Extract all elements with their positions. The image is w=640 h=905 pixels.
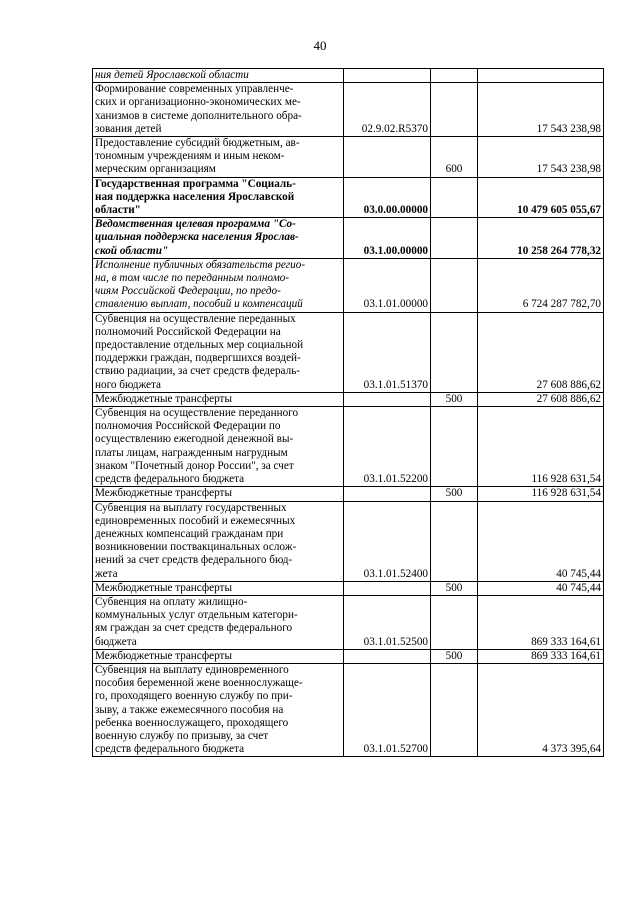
- row-name-text: Межбюджетные трансферты: [95, 649, 232, 662]
- row-name-cell: [93, 218, 344, 259]
- row-amount-cell: [478, 649, 604, 663]
- row-name-text: Межбюджетные трансферты: [95, 487, 232, 500]
- table-row: [93, 258, 604, 312]
- row-code-text: 03.1.01.52500: [363, 635, 428, 648]
- row-expense-type-cell: [431, 581, 478, 595]
- row-code-cell: [344, 649, 431, 663]
- row-expense-type-cell: [431, 487, 478, 501]
- row-code-text: 03.1.00.00000: [363, 244, 428, 257]
- row-amount-cell: [478, 487, 604, 501]
- row-expense-type-cell: [431, 83, 478, 137]
- budget-table: [92, 68, 604, 757]
- table-row: [93, 581, 604, 595]
- row-amount-cell: [478, 581, 604, 595]
- row-amount-cell: [478, 663, 604, 756]
- row-code-cell: [344, 581, 431, 595]
- row-name-text: Предоставление субсидий бюджетным, ав- тономным учреждениям и иным неком- мерческим организациям: [95, 137, 300, 176]
- row-name-cell: [93, 312, 344, 392]
- table-row: [93, 69, 604, 83]
- row-name-cell: [93, 177, 344, 218]
- row-amount-text: 6 724 287 782,70: [522, 298, 601, 311]
- row-code-text: 03.0.00.00000: [363, 204, 428, 217]
- row-amount-cell: [478, 501, 604, 581]
- row-amount-cell: [478, 312, 604, 392]
- row-name-text: Межбюджетные трансферты: [95, 581, 232, 594]
- row-expense-type-cell: [431, 218, 478, 259]
- row-code-cell: [344, 595, 431, 649]
- row-amount-text: 10 479 605 055,67: [517, 204, 601, 217]
- row-code-text: 03.1.01.00000: [363, 298, 428, 311]
- row-expense-type-cell: [431, 177, 478, 218]
- row-code-cell: [344, 312, 431, 392]
- row-expense-type-text: 600: [445, 163, 463, 176]
- row-code-cell: [344, 501, 431, 581]
- table-row: [93, 501, 604, 581]
- row-name-cell: [93, 595, 344, 649]
- row-amount-cell: [478, 258, 604, 312]
- row-amount-cell: [478, 83, 604, 137]
- row-name-text: Субвенция на оплату жилищно- коммунальных услуг отдельным категори- ям граждан за счет средств федерального бюджета: [95, 595, 298, 648]
- row-amount-text: 869 333 164,61: [531, 649, 601, 662]
- row-amount-cell: [478, 69, 604, 83]
- table-row: [93, 177, 604, 218]
- row-expense-type-cell: [431, 649, 478, 663]
- row-amount-text: 4 373 395,64: [542, 743, 601, 756]
- row-expense-type-cell: [431, 663, 478, 756]
- row-code-text: 02.9.02.R5370: [361, 122, 428, 135]
- row-expense-type-cell: [431, 595, 478, 649]
- row-name-text: Межбюджетные трансферты: [95, 392, 232, 405]
- row-amount-text: 17 543 238,98: [536, 163, 601, 176]
- table-row: [93, 595, 604, 649]
- row-name-cell: [93, 663, 344, 756]
- row-expense-type-cell: [431, 312, 478, 392]
- row-amount-text: 869 333 164,61: [531, 635, 601, 648]
- row-amount-text: 17 543 238,98: [536, 122, 601, 135]
- row-name-text: Субвенция на осуществление переданного полномочия Российской Федерации по осуществлению ежегодной денежной вы- платы лицам, награжденным нагрудным знаком "Почетный донор России", за счет средств федерального бюджета: [95, 407, 299, 486]
- row-code-cell: [344, 392, 431, 406]
- row-amount-text: 40 745,44: [556, 581, 601, 594]
- row-amount-cell: [478, 407, 604, 487]
- row-expense-type-cell: [431, 501, 478, 581]
- row-expense-type-cell: [431, 69, 478, 83]
- row-amount-text: 10 258 264 778,32: [517, 244, 601, 257]
- row-amount-cell: [478, 595, 604, 649]
- row-amount-cell: [478, 218, 604, 259]
- row-name-cell: [93, 392, 344, 406]
- row-amount-text: 116 928 631,54: [531, 473, 601, 486]
- row-amount-text: 27 608 886,62: [536, 392, 601, 405]
- table-row: [93, 218, 604, 259]
- row-amount-text: 27 608 886,62: [536, 378, 601, 391]
- row-code-cell: [344, 487, 431, 501]
- row-code-cell: [344, 218, 431, 259]
- table-row: [93, 137, 604, 178]
- row-code-cell: [344, 69, 431, 83]
- row-name-text: Формирование современных управленче- ских и организационно-экономических ме- ханизмов в системе дополнительного обра- зования детей: [95, 83, 302, 135]
- table-row: [93, 649, 604, 663]
- table-row: [93, 487, 604, 501]
- row-code-text: 03.1.01.52700: [363, 743, 428, 756]
- row-expense-type-text: 500: [445, 581, 463, 594]
- row-name-text: ния детей Ярославской области: [95, 69, 249, 81]
- row-amount-cell: [478, 392, 604, 406]
- table-row: [93, 392, 604, 406]
- row-expense-type-cell: [431, 258, 478, 312]
- row-code-cell: [344, 258, 431, 312]
- row-name-text: Ведомственная целевая программа "Со- циальная поддержка населения Ярослав- ской области": [95, 218, 299, 257]
- row-code-cell: [344, 137, 431, 178]
- row-expense-type-cell: [431, 137, 478, 178]
- row-name-text: Субвенция на выплату государственных единовременных пособий и ежемесячных денежных компенсаций гражданам при возникновении поствакцинальных ослож- нений за счет средств федерального бюд- жета: [95, 501, 297, 580]
- row-code-cell: [344, 177, 431, 218]
- table-row: [93, 312, 604, 392]
- budget-table-body: [93, 69, 604, 757]
- row-name-cell: [93, 69, 344, 83]
- row-name-text: Государственная программа "Социаль- ная поддержка населения Ярославской области": [95, 177, 296, 217]
- row-code-text: 03.1.01.52400: [363, 567, 428, 580]
- row-name-text: Исполнение публичных обязательств регио- на, в том числе по переданным полномо- чиям Российской Федерации, по предо- ставлению выплат, пособий и компенсаций: [95, 258, 306, 311]
- row-expense-type-text: 500: [445, 487, 463, 500]
- row-expense-type-cell: [431, 407, 478, 487]
- row-code-text: 03.1.01.52200: [363, 473, 428, 486]
- row-name-cell: [93, 258, 344, 312]
- row-code-cell: [344, 83, 431, 137]
- table-row: [93, 407, 604, 487]
- table-row: [93, 83, 604, 137]
- row-code-cell: [344, 407, 431, 487]
- row-name-cell: [93, 649, 344, 663]
- row-name-text: Субвенция на выплату единовременного пособия беременной жене военнослужаще- го, проходящего военную службу по при- зыву, а также ежемесячного пособия на ребенка военнослужащего, проходящего военную службу по призыву, за счет средств федерального бюджета: [95, 663, 303, 756]
- row-name-cell: [93, 137, 344, 178]
- row-expense-type-text: 500: [445, 392, 463, 405]
- row-amount-cell: [478, 177, 604, 218]
- row-name-cell: [93, 487, 344, 501]
- row-name-cell: [93, 83, 344, 137]
- row-amount-text: 40 745,44: [556, 567, 601, 580]
- row-code-cell: [344, 663, 431, 756]
- row-expense-type-cell: [431, 392, 478, 406]
- row-name-cell: [93, 407, 344, 487]
- page-number: 40: [313, 38, 327, 53]
- row-amount-cell: [478, 137, 604, 178]
- row-name-cell: [93, 501, 344, 581]
- row-code-text: 03.1.01.51370: [363, 378, 428, 391]
- row-name-text: Субвенция на осуществление переданных полномочий Российской Федерации на предоставление отдельных мер социальной поддержки граждан, подвергшихся воздей- ствию радиации, за счет средств федераль- ного бюджета: [95, 312, 304, 391]
- row-expense-type-text: 500: [445, 649, 463, 662]
- row-name-cell: [93, 581, 344, 595]
- table-row: [93, 663, 604, 756]
- row-amount-text: 116 928 631,54: [531, 487, 601, 500]
